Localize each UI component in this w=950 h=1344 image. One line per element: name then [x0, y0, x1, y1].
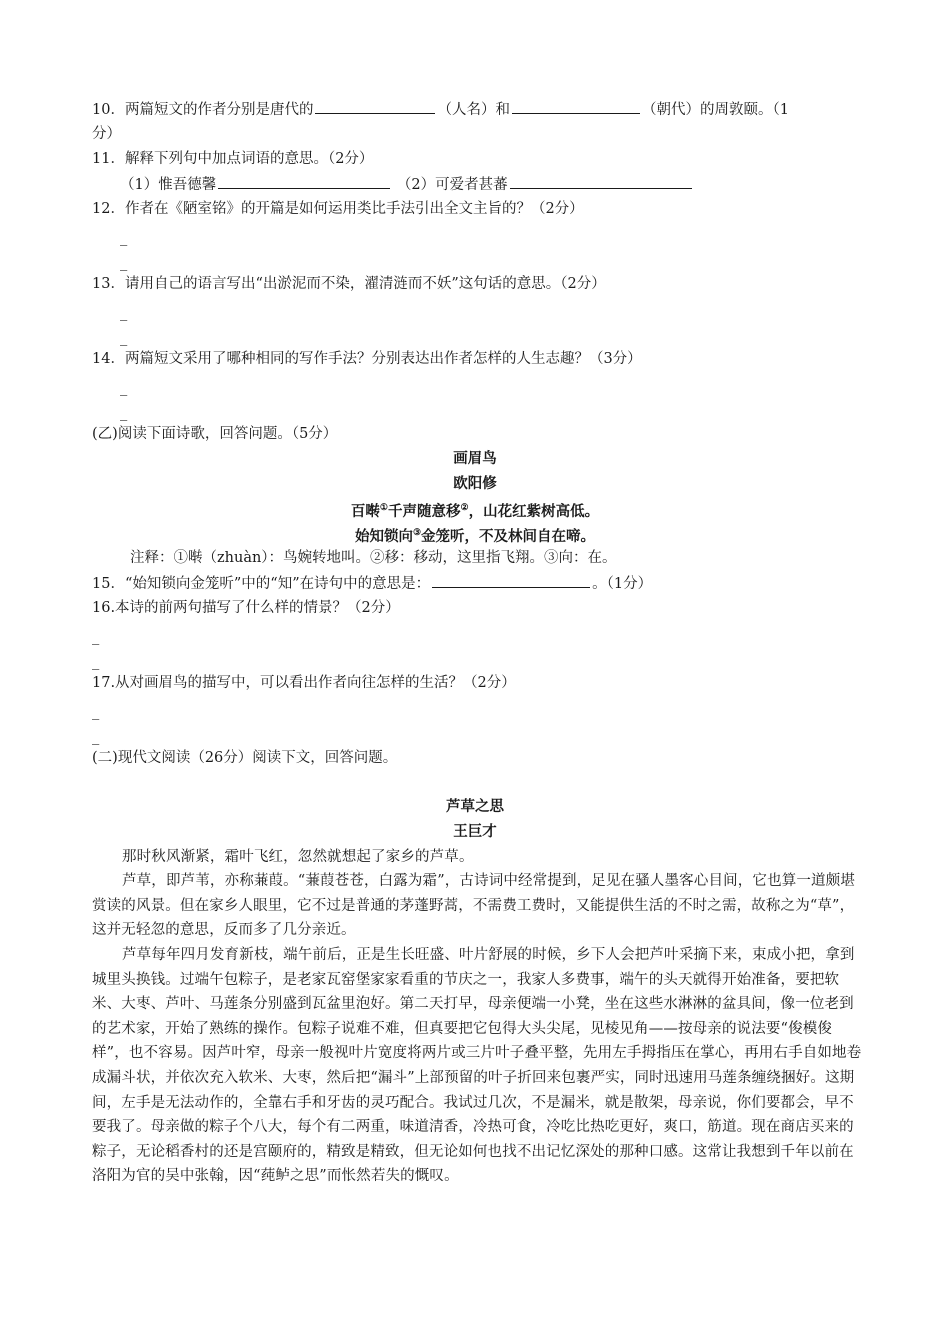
- poem-line-1: [0, 498, 950, 522]
- answer-blank-11-1[interactable]: [218, 174, 390, 189]
- poem-line-1-a: 百啭: [350, 502, 380, 520]
- question-17: 17.从对画眉鸟的描写中，可以看出作者向往怎样的生活？（2分）: [92, 675, 516, 691]
- poem-note: 注释：①啭（zhuàn）：鸟婉转地叫。②移：移动，这里指飞翔。③向：在。: [130, 550, 617, 566]
- answer-line[interactable]: _: [92, 704, 100, 720]
- question-10-score: 分）: [92, 126, 121, 142]
- answer-line[interactable]: _: [92, 629, 100, 645]
- section-modern-intro: (二)现代文阅读（26分）阅读下文，回答问题。: [92, 750, 398, 766]
- article-paragraph-1: [92, 845, 862, 870]
- answer-blank-11-2[interactable]: [510, 174, 692, 189]
- answer-line[interactable]: _: [92, 729, 100, 745]
- answer-line[interactable]: _: [92, 654, 100, 670]
- article-author: 王巨才: [453, 823, 497, 840]
- answer-line[interactable]: _: [120, 305, 128, 321]
- question-10-text-a: 10．两篇短文的作者分别是唐代的: [92, 102, 314, 118]
- question-15: [92, 573, 652, 594]
- article-paragraph-2: [92, 869, 862, 943]
- paragraph-text: 那时秋风渐紧，霜叶飞红，忽然就想起了家乡的芦草。: [122, 849, 474, 865]
- poem-line-1-c: ，山花红紫树高低。: [468, 502, 600, 520]
- paragraph-text: 芦草每年四月发育新枝，端午前后，正是生长旺盛、叶片舒展的时候，乡下人会把芦叶采摘下来，束成小把，拿到城里头换钱。过端午包粽子，是老家瓦窑堡家家看重的节庆之一，我家人多费事，端午的头天就得开始准备，要把软米、大枣、芦叶、马莲条分别盛到瓦盆里泡好。第二天打早，母亲便端一小凳，坐在这些水淋淋的盆具间，像一位老到的艺术家，开始了熟练的操作。包粽子说难不难，但真要把它包得大头尖尾，见棱见角——按母亲的说法要“俊模俊样”，也不容易。因芦叶窄，母亲一般视叶片宽度将两片或三片叶子叠平整，先用左手拇指压在掌心，再用右手自如地卷成漏斗状，并依次充入软米、大枣，然后把“漏斗”上部预留的叶子折回来包裹严实，同时迅速用马莲条缠绕捆好。这期间，左手是无法动作的，全靠右手和牙齿的灵巧配合。我试过几次，不是漏米，就是散架，母亲说，你们要都会，早不要我了。母亲做的粽子个八大，每个有二两重，味道清香，冷热可食，冷吃比热吃更好，爽口，筋道。现在商店买来的粽子，无论稻香村的还是宫颐府的，精致是精致，但无论如何也找不出记忆深处的那种口感。这常让我想到千年以前在洛阳为官的吴中张翰，因“莼鲈之思”而怅然若失的慨叹。: [92, 947, 862, 1185]
- footnote-marker: ②: [460, 503, 469, 513]
- poem-line-2-a: 始知锁向: [354, 527, 413, 545]
- poem-line-1-b: 千声随意移: [388, 502, 461, 520]
- answer-blank-15[interactable]: [432, 573, 590, 588]
- answer-line[interactable]: _: [120, 255, 128, 271]
- question-10-text-c: （朝代）的周敦颐。（1: [641, 102, 789, 118]
- poem-title: 画眉鸟: [453, 450, 497, 467]
- question-16: 16.本诗的前两句描写了什么样的情景？（2分）: [92, 600, 400, 616]
- question-10-text-b: （人名）和: [437, 102, 510, 118]
- question-15-text: 15．“始知锁向金笼听”中的“知”在诗句中的意思是：: [92, 576, 431, 592]
- footnote-marker: ①: [379, 503, 388, 513]
- poem-line-2: [0, 523, 950, 547]
- answer-line[interactable]: _: [120, 380, 128, 396]
- poem-line-2-b: 金笼听，不及林间自在啼。: [421, 527, 596, 545]
- footnote-marker: ③: [412, 528, 422, 538]
- answer-line[interactable]: _: [120, 405, 128, 421]
- question-15-score: 。（1分）: [592, 576, 653, 592]
- paragraph-text: 芦草，即芦苇，亦称蒹葭。“蒹葭苍苍，白露为霜”，古诗词中经常提到，足见在骚人墨客心目间，它也算一道颇堪赏读的风景。但在家乡人眼里，它不过是普通的茅蓬野蒿，不需费工费时，又能提供生活的不时之需，故称之为“草”，这并无轻忽的意思，反而多了几分亲近。: [92, 873, 855, 939]
- question-11-items: [120, 174, 694, 195]
- answer-line[interactable]: _: [120, 330, 128, 346]
- question-12: 12．作者在《陋室铭》的开篇是如何运用类比手法引出全文主旨的？（2分）: [92, 201, 584, 217]
- article-paragraph-3: [92, 943, 862, 1189]
- answer-blank-dynasty[interactable]: [512, 99, 640, 114]
- answer-line[interactable]: _: [120, 230, 128, 246]
- article-title: 芦草之思: [446, 798, 504, 815]
- question-10: [92, 99, 789, 120]
- poem-author: 欧阳修: [453, 475, 497, 492]
- section-b-intro: (乙)阅读下面诗歌，回答问题。（5分）: [92, 426, 338, 442]
- question-14: 14．两篇短文采用了哪种相同的写作手法？分别表达出作者怎样的人生志趣？（3分）: [92, 351, 642, 367]
- question-11-item-1: （1）惟吾德馨: [120, 177, 217, 193]
- question-13: 13．请用自己的语言写出“出淤泥而不染，濯清涟而不妖”这句话的意思。（2分）: [92, 276, 606, 292]
- question-11: 11．解释下列句中加点词语的意思。（2分）: [92, 151, 374, 167]
- question-11-item-2: （2）可爱者甚蕃: [396, 177, 508, 193]
- answer-blank-author[interactable]: [315, 99, 435, 114]
